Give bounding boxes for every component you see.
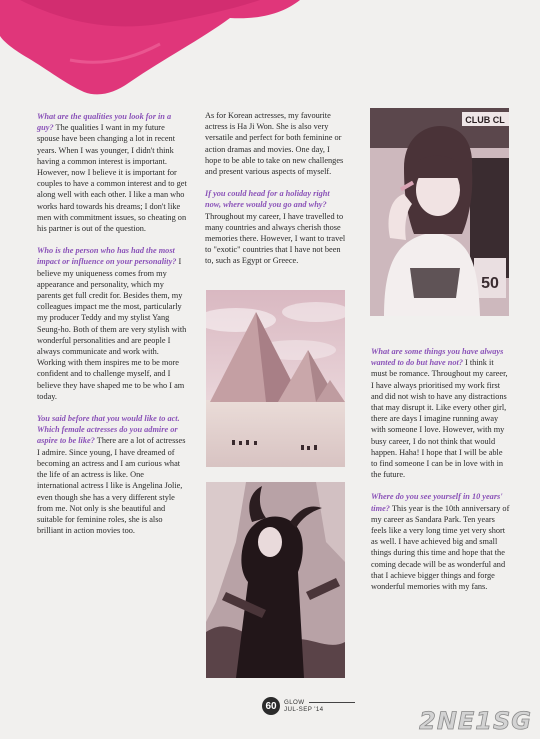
photo-sign-number: 50 xyxy=(481,275,499,292)
qa-paragraph xyxy=(205,110,346,177)
qa-paragraph xyxy=(205,188,346,266)
question-text: If you could head for a holiday right now, where would you go and why? xyxy=(205,189,330,210)
sandara-park-photo xyxy=(370,108,509,316)
footer-rule xyxy=(309,702,355,703)
qa-paragraph xyxy=(37,245,187,402)
qa-paragraph xyxy=(371,346,511,480)
qa-paragraph xyxy=(37,111,187,234)
pyramids-photo xyxy=(206,290,345,467)
pink-brush-stroke xyxy=(0,0,300,100)
answer-text: I believe my uniqueness comes from my appearance and personality, which my parents get full credit for. Besides them, my colleagues impact me the most, particularly my producer Teddy and my stylist Yang Seung-ho. Both of them are very stylish with wonderful personalities and are people I always communicate and work with. Working with them inspires me to be more confident and to challenge myself, and I believe they have shaped me to be who I am today. xyxy=(37,257,187,401)
text-column-2 xyxy=(205,110,346,278)
answer-text: This year is the 10th anniversary of my career as Sandara Park. Ten years feels like a very long time yet very short as well. I have achieved big and small things during this time and hope that the coming decade will be as wonderful and that I achieve bigger things and forge wonderful memories with my fans. xyxy=(371,503,510,592)
question-text: You said before that you would like to act. Which female actresses do you admire or aspire to be like? xyxy=(37,414,180,446)
answer-text: There are a lot of actresses I admire. Since young, I have dreamed of becoming an actress and I am curious what the life of an actress is like. One international actress I like is Angelina Jolie, even though she has a very different style from me. Not only is she beautiful and suitable for feminine roles, she is also brilliant in action movies too. xyxy=(37,436,186,536)
page-footer xyxy=(262,697,355,715)
page-number: 60 xyxy=(262,697,280,715)
question-text: Where do you see yourself in 10 years' time? xyxy=(371,492,503,513)
maleficent-photo xyxy=(206,482,345,678)
magazine-name: GLOW xyxy=(284,699,305,706)
watermark-text: 2NE1SG xyxy=(419,707,532,733)
magazine-issue: JUL-SEP '14 xyxy=(284,706,324,713)
2ne1sg-watermark xyxy=(384,707,534,733)
question-text: Who is the person who has had the most impact or influence on your personality? xyxy=(37,246,177,267)
answer-text: As for Korean actresses, my favourite actress is Ha Ji Won. She is also very versatile and perfect for both feminine or action dramas and movies. One day, I hope to be able to take on new challenges and present various aspects of myself. xyxy=(205,111,344,177)
answer-text: I think it must be romance. Throughout my career, I have always prioritised my work first and did not wish to have any distractions that may disrupt it. Like every other girl, there are days I imagine running away with someone I love. However, with my busy career, I do not think that would happen. Haha! I hope that I will be able to find someone I can be in love with in the future. xyxy=(371,358,508,480)
text-column-1 xyxy=(37,111,187,547)
magazine-info xyxy=(284,699,355,713)
qa-paragraph xyxy=(37,413,187,536)
question-text: What are some things you have always wanted to do but have not? xyxy=(371,347,504,368)
magazine-name-line xyxy=(284,699,355,706)
qa-paragraph xyxy=(371,491,511,592)
photo-sign-text: CLUB CL xyxy=(465,115,505,125)
answer-text: The qualities I want in my future spouse have been changing a lot in recent years. When I was younger, I didn't think having a common interest is important. However, now I believe it is important for couples to have a common interest and to get along well with each other. I like a man who works hard towards his dreams; I don't like men with commitment issues, so cheating on his partner is out of the question. xyxy=(37,123,187,234)
text-column-3 xyxy=(371,346,511,603)
answer-text: Throughout my career, I have travelled to many countries and always cherish those memories there. However, I want to travel to "exotic" countries that I have not been to, such as Egypt or Greece. xyxy=(205,211,346,266)
question-text: What are the qualities you look for in a guy? xyxy=(37,112,172,133)
